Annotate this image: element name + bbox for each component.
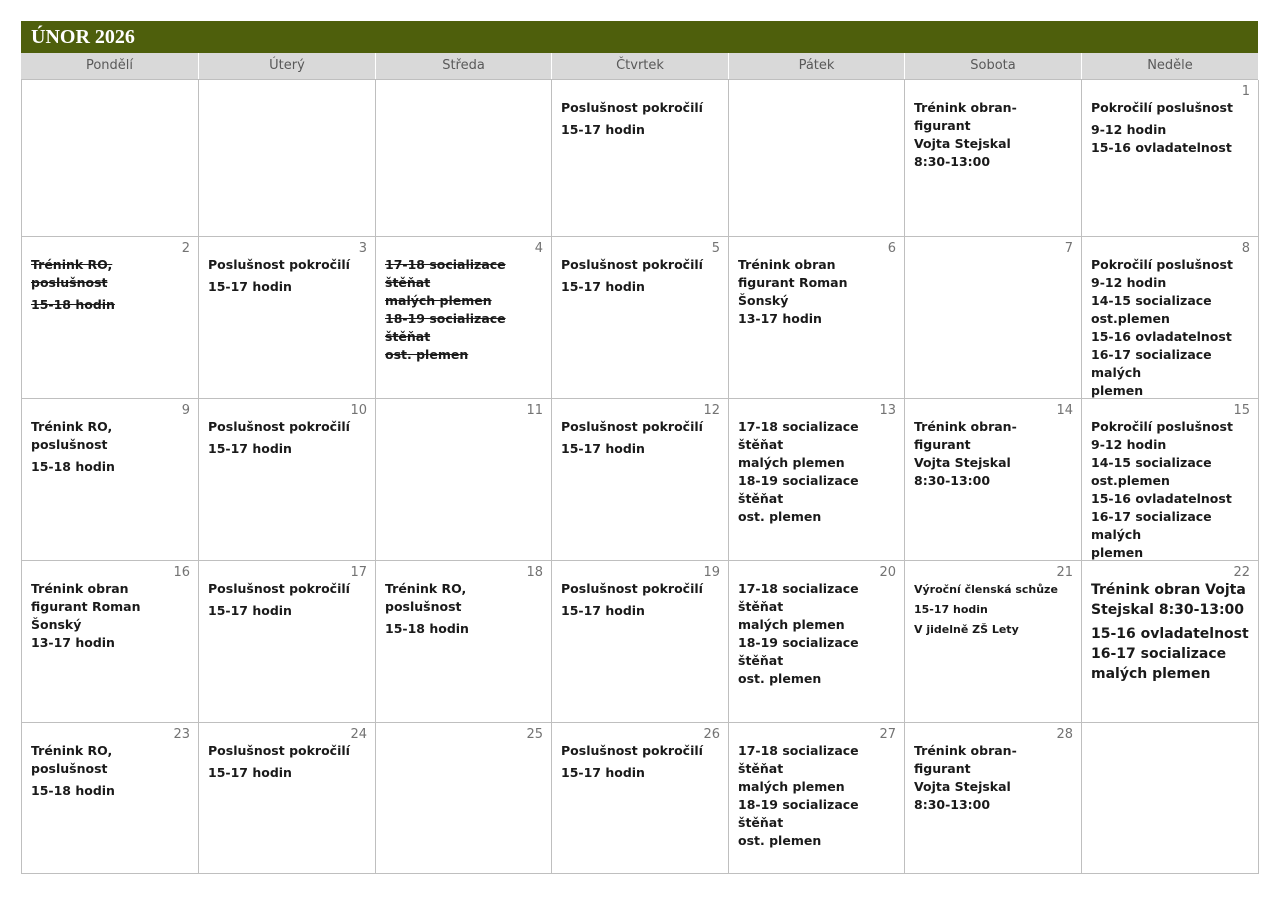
day-number: 26 [703,727,720,742]
day-cell[interactable] [552,237,729,399]
weekday-label: Čtvrtek [551,53,728,79]
day-cell[interactable] [199,237,376,399]
day-cell[interactable] [1082,237,1259,399]
day-cell[interactable] [376,399,552,561]
day-number: 4 [534,241,543,256]
weekday-label: Neděle [1081,53,1258,79]
event-text: Trénink obran-figurant Vojta Stejskal 8:30-13:00 [914,743,1017,812]
event-text: Poslušnost pokročilí [208,419,350,434]
day-number: 6 [887,241,896,256]
day-number: 9 [181,403,190,418]
event-text: Pokročilí poslušnost 9-12 hodin 14-15 socializace ost.plemen 15-16 ovladatelnost 16-17 socializace malých plemen [1091,419,1233,560]
day-cell[interactable] [22,80,199,237]
day-number: 14 [1056,403,1073,418]
day-number: 22 [1233,565,1250,580]
day-number: 7 [1064,241,1073,256]
weekday-label: Pondělí [85,58,134,73]
day-number: 15 [1233,403,1250,418]
week-row [22,723,1258,874]
day-cell[interactable] [552,399,729,561]
day-cell[interactable] [22,561,199,723]
day-cell[interactable] [905,561,1082,723]
day-cell[interactable] [1082,80,1259,237]
event-text: 15-17 hodin [208,279,292,294]
event-text: Trénink RO, poslušnost [31,257,113,290]
day-cell[interactable] [1082,399,1259,561]
day-cell[interactable] [729,80,905,237]
event-text: Trénink RO, poslušnost [31,743,113,776]
day-cell[interactable] [22,237,199,399]
day-number: 19 [703,565,720,580]
event-text: Poslušnost pokročilí [561,419,703,434]
day-cell[interactable] [729,561,905,723]
event-text: 15-18 hodin [31,297,115,312]
day-cell[interactable] [22,723,199,874]
event-text: 15-17 hodin [208,603,292,618]
event-text: Trénink obran figurant Roman Šonský 13-17 hodin [738,257,848,326]
event-text: Pokročilí poslušnost [1091,100,1233,115]
day-cell[interactable] [199,399,376,561]
day-number [738,84,896,99]
day-cell[interactable] [376,561,552,723]
day-number: 3 [358,241,367,256]
day-cell[interactable] [729,237,905,399]
event-text: 15-17 hodin [561,279,645,294]
event-text: 15-17 hodin [561,765,645,780]
weekday-header [21,53,1258,79]
day-cell[interactable] [376,237,552,399]
event-text: 15-17 hodin [561,441,645,456]
calendar [21,21,1258,874]
event-text: 17-18 socializace štěňat malých plemen 18-19 socializace štěňat ost. plemen [738,581,859,686]
event-text: 15-18 hodin [31,459,115,474]
event-text: Poslušnost pokročilí [208,257,350,272]
day-cell[interactable] [199,561,376,723]
weekday-label: Úterý [198,53,375,79]
day-number: 20 [879,565,896,580]
day-cell[interactable] [552,80,729,237]
day-number: 10 [350,403,367,418]
day-number: 2 [181,241,190,256]
calendar-grid [21,79,1258,874]
day-number: 18 [526,565,543,580]
event-text: 15-18 hodin [385,621,469,636]
day-cell[interactable] [22,399,199,561]
day-number: 12 [703,403,720,418]
day-number: 1 [1241,84,1250,99]
week-row [22,561,1258,723]
event-text: Poslušnost pokročilí [561,581,703,596]
day-cell[interactable] [376,80,552,237]
day-number [561,84,720,99]
calendar-title: ÚNOR 2026 [21,21,1258,53]
event-text: Pokročilí poslušnost 9-12 hodin 14-15 socializace ost.plemen 15-16 ovladatelnost 16-17 socializace malých plemen [1091,257,1233,398]
day-cell[interactable] [199,80,376,237]
day-cell[interactable] [376,723,552,874]
event-text: 15-17 hodin [208,441,292,456]
event-text: Trénink RO, poslušnost [385,581,467,614]
event-text: Trénink RO, poslušnost [31,419,113,452]
event-text: 15-17 hodin [561,603,645,618]
day-number: 21 [1056,565,1073,580]
event-text: Trénink obran-figurant Vojta Stejskal 8:30-13:00 [914,419,1017,488]
day-number [1091,727,1250,742]
day-number: 17 [350,565,367,580]
day-number: 5 [711,241,720,256]
weekday-label: Sobota [904,53,1081,79]
event-text: 15-17 hodin [561,122,645,137]
day-number: 11 [526,403,543,418]
event-text: Poslušnost pokročilí [561,257,703,272]
week-row [22,237,1258,399]
event-text: 15-18 hodin [31,783,115,798]
day-number: 28 [1056,727,1073,742]
day-cell[interactable] [552,723,729,874]
week-row [22,399,1258,561]
event-text: Poslušnost pokročilí [561,100,703,115]
event-text: 17-18 socializace štěňat malých plemen 18-19 socializace štěňat ost. plemen [738,419,859,524]
day-number [31,84,190,99]
event-text: 15-17 hodin [208,765,292,780]
event-text: Poslušnost pokročilí [561,743,703,758]
event-text: Trénink obran-figurant Vojta Stejskal 8:30-13:00 [914,100,1017,169]
day-cell[interactable] [729,723,905,874]
event-text: Poslušnost pokročilí [208,743,350,758]
event-text: Trénink obran figurant Roman Šonský 13-17 hodin [31,581,141,650]
day-number [385,84,543,99]
day-number: 8 [1241,241,1250,256]
day-number: 23 [173,727,190,742]
event-text: Poslušnost pokročilí [208,581,350,596]
event-text: 17-18 socializace štěňat malých plemen 18-19 socializace štěňat ost. plemen [385,257,506,362]
week-row [22,80,1258,237]
day-cell[interactable] [552,561,729,723]
event-text: Trénink obran Vojta Stejskal 8:30-13:00 [1091,582,1246,618]
day-number [914,84,1073,99]
day-number: 25 [526,727,543,742]
event-text: 15-16 ovladatelnost 16-17 socializace malých plemen [1091,626,1249,682]
day-number: 24 [350,727,367,742]
day-cell[interactable] [1082,723,1259,874]
event-text: Výroční členská schůze 15-17 hodin V jidelně ZŠ Lety [914,583,1058,636]
day-number: 16 [173,565,190,580]
event-text: 17-18 socializace štěňat malých plemen 18-19 socializace štěňat ost. plemen [738,743,859,848]
day-cell[interactable] [905,237,1082,399]
day-cell[interactable] [1082,561,1259,723]
weekday-label: Středa [375,53,551,79]
day-cell[interactable] [905,80,1082,237]
event-text: 9-12 hodin 15-16 ovladatelnost [1091,122,1232,155]
day-cell[interactable] [729,399,905,561]
day-cell[interactable] [905,723,1082,874]
day-number [208,84,367,99]
day-number: 13 [879,403,896,418]
weekday-label: Pátek [728,53,904,79]
day-cell[interactable] [199,723,376,874]
day-cell[interactable] [905,399,1082,561]
day-number: 27 [879,727,896,742]
